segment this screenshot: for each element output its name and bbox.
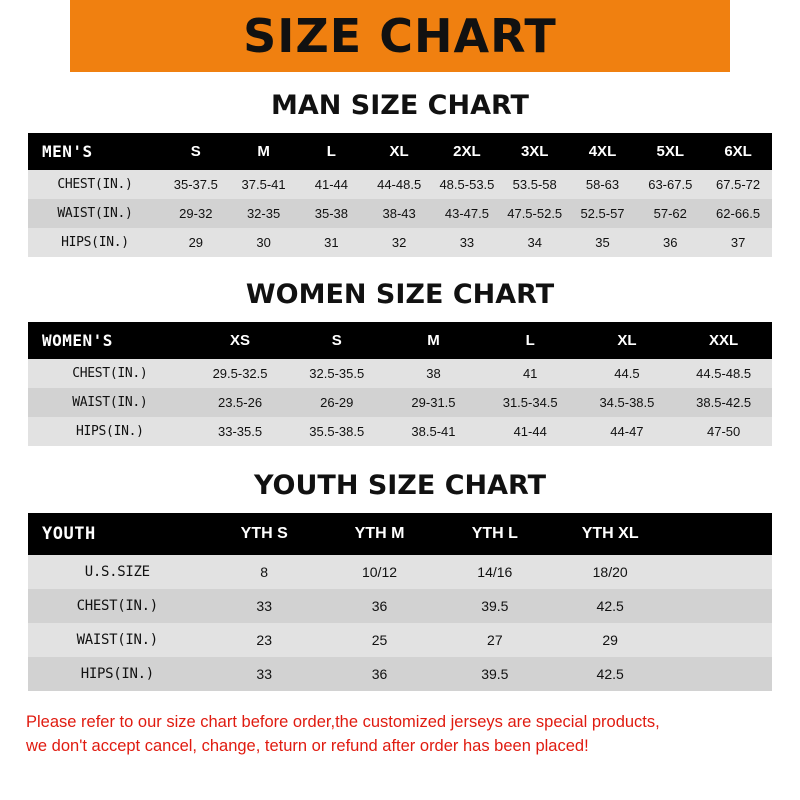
men-cell: 32 [365,228,433,257]
men-cell: 58-63 [569,170,637,199]
women-cell: 44.5 [579,359,676,388]
men-cell: 47.5-52.5 [501,199,569,228]
men-cell: 52.5-57 [569,199,637,228]
youth-cell: 25 [322,623,437,657]
men-row-label: HIPS(IN.) [28,228,162,257]
women-cell: 32.5-35.5 [288,359,385,388]
women-cell: 38 [385,359,482,388]
table-row [28,199,772,228]
women-cell: 41 [482,359,579,388]
men-cell: 48.5-53.5 [433,170,501,199]
youth-cell: 36 [322,657,437,691]
men-header-cell: S [162,133,230,170]
youth-row-label: WAIST(IN.) [28,623,207,657]
youth-table-body [28,555,772,691]
men-cell: 36 [636,228,704,257]
youth-row-label: CHEST(IN.) [28,589,207,623]
men-cell: 37 [704,228,772,257]
youth-cell: 27 [437,623,552,657]
women-cell: 44.5-48.5 [675,359,772,388]
men-cell: 37.5-41 [230,170,298,199]
women-header-cell: XS [192,322,289,359]
women-cell: 33-35.5 [192,417,289,446]
men-cell: 35 [569,228,637,257]
youth-cell: 42.5 [552,657,667,691]
man-section-title: MAN SIZE CHART [271,90,529,121]
youth-section-title: YOUTH SIZE CHART [253,470,547,501]
women-header-cell: XL [579,322,676,359]
table-row [28,417,772,446]
table-row [28,657,772,691]
men-cell: 63-67.5 [636,170,704,199]
table-row [28,623,772,657]
men-cell: 57-62 [636,199,704,228]
men-header-cell: 6XL [704,133,772,170]
youth-cell: 29 [552,623,667,657]
youth-row-label: U.S.SIZE [28,555,207,589]
women-cell: 23.5-26 [192,388,289,417]
women-header-cell: XXL [675,322,772,359]
youth-cell: 18/20 [552,555,667,589]
table-header-row [28,133,772,170]
men-cell: 53.5-58 [501,170,569,199]
men-header-label: MEN'S [28,133,162,170]
footer-note-line-2: we don't accept cancel, change, teturn or refund after order has been placed! [26,736,589,755]
youth-header-cell: YTH L [437,513,552,555]
women-cell: 38.5-41 [385,417,482,446]
youth-size-table [28,513,772,691]
women-table-body [28,359,772,446]
youth-header-label: YOUTH [28,513,207,555]
youth-chart-wrapper [0,513,800,691]
youth-header-cell: YTH XL [552,513,667,555]
men-table-body [28,170,772,257]
men-row-label: WAIST(IN.) [28,199,162,228]
women-cell: 31.5-34.5 [482,388,579,417]
men-cell: 29 [162,228,230,257]
women-cell: 29.5-32.5 [192,359,289,388]
men-header-cell: L [297,133,365,170]
youth-cell: 36 [322,589,437,623]
youth-header-cell: YTH S [207,513,322,555]
youth-cell-spacer [668,589,772,623]
women-section-title: WOMEN SIZE CHART [245,279,555,310]
women-size-table [28,322,772,446]
table-row [28,555,772,589]
women-cell: 29-31.5 [385,388,482,417]
table-header-row [28,513,772,555]
youth-cell-spacer [668,657,772,691]
men-header-cell: 2XL [433,133,501,170]
youth-cell: 23 [207,623,322,657]
youth-cell: 39.5 [437,589,552,623]
men-cell: 44-48.5 [365,170,433,199]
women-cell: 34.5-38.5 [579,388,676,417]
women-row-label: CHEST(IN.) [28,359,192,388]
men-cell: 34 [501,228,569,257]
youth-cell: 10/12 [322,555,437,589]
men-cell: 41-44 [297,170,365,199]
footer-note [0,711,800,759]
men-header-cell: M [230,133,298,170]
men-cell: 31 [297,228,365,257]
table-row [28,589,772,623]
page-title: SIZE CHART [243,9,557,63]
men-header-cell: 3XL [501,133,569,170]
youth-cell: 33 [207,657,322,691]
youth-cell: 39.5 [437,657,552,691]
men-cell: 38-43 [365,199,433,228]
men-cell: 30 [230,228,298,257]
youth-cell-spacer [668,623,772,657]
women-header-cell: M [385,322,482,359]
youth-cell: 33 [207,589,322,623]
women-header-label: WOMEN'S [28,322,192,359]
youth-cell-spacer [668,555,772,589]
men-cell: 33 [433,228,501,257]
men-cell: 29-32 [162,199,230,228]
men-cell: 35-37.5 [162,170,230,199]
footer-note-line-1: Please refer to our size chart before order,the customized jerseys are special products, [26,713,660,731]
men-cell: 67.5-72 [704,170,772,199]
women-cell: 41-44 [482,417,579,446]
youth-cell: 42.5 [552,589,667,623]
men-row-label: CHEST(IN.) [28,170,162,199]
women-cell: 44-47 [579,417,676,446]
men-cell: 62-66.5 [704,199,772,228]
women-row-label: HIPS(IN.) [28,417,192,446]
table-row [28,228,772,257]
youth-header-cell: YTH M [322,513,437,555]
women-cell: 35.5-38.5 [288,417,385,446]
women-chart-wrapper [0,322,800,446]
table-header-row [28,322,772,359]
header-banner [0,0,800,72]
men-header-cell: XL [365,133,433,170]
men-size-table [28,133,772,257]
youth-header-spacer [668,513,772,555]
table-row [28,359,772,388]
women-header-cell: S [288,322,385,359]
youth-row-label: HIPS(IN.) [28,657,207,691]
youth-table-head [28,513,772,555]
men-table-head [28,133,772,170]
men-header-cell: 4XL [569,133,637,170]
women-cell: 47-50 [675,417,772,446]
men-cell: 32-35 [230,199,298,228]
men-header-cell: 5XL [636,133,704,170]
women-header-cell: L [482,322,579,359]
men-cell: 43-47.5 [433,199,501,228]
man-chart-wrapper [0,133,800,257]
women-cell: 26-29 [288,388,385,417]
women-cell: 38.5-42.5 [675,388,772,417]
women-row-label: WAIST(IN.) [28,388,192,417]
youth-cell: 14/16 [437,555,552,589]
table-row [28,388,772,417]
youth-cell: 8 [207,555,322,589]
men-cell: 35-38 [297,199,365,228]
women-table-head [28,322,772,359]
table-row [28,170,772,199]
